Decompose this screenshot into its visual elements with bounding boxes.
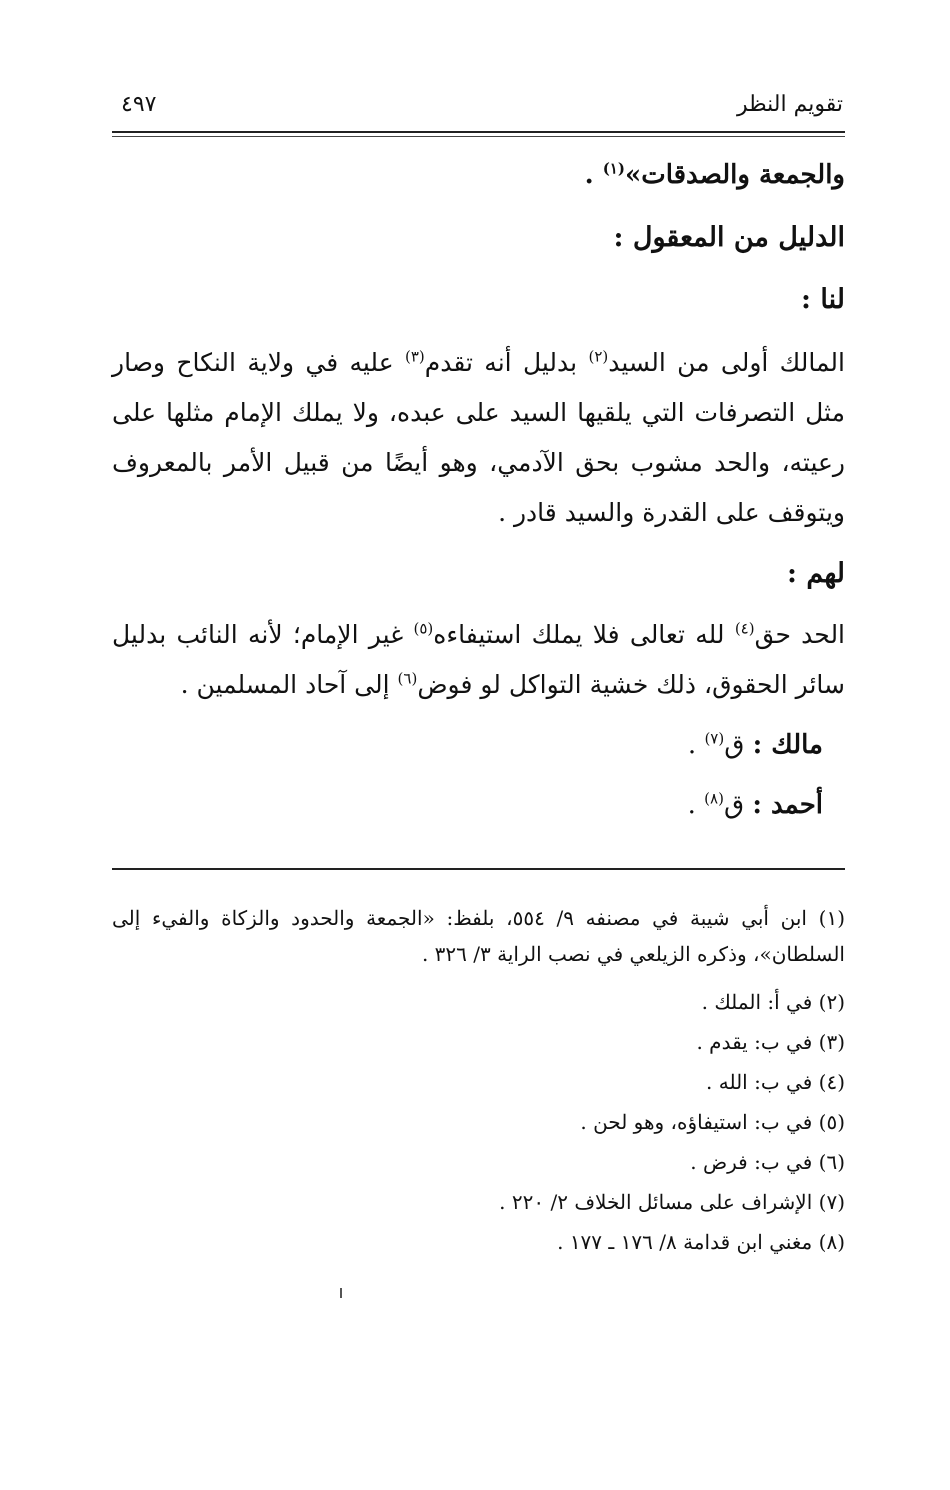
- footnote-number: (٣): [818, 1030, 845, 1054]
- footnote-mark: (٥): [413, 619, 434, 638]
- para2-part-a: الحد حق: [754, 620, 846, 649]
- malik-end: .: [687, 730, 705, 760]
- para1-part-c: عليه في ولاية النكاح وصار مثل التصرفات التي يلقيها السيد على عبده، ولا يملك الإمام مثلها على رعيته، والحد مشوب بحق الآدمي، وهو أيضًا من قبيل الأمر بالمعروف ويتوقف على القدرة والسيد قادر .: [112, 348, 845, 527]
- continuation-line: [585, 160, 845, 190]
- footnote-2: [112, 984, 845, 1020]
- page-number: ٤٩٧: [121, 92, 157, 117]
- footnote-mark: (١): [602, 159, 625, 178]
- footnote-3: [112, 1024, 845, 1060]
- continuation-end: .: [584, 160, 603, 190]
- footnote-number: (٧): [818, 1190, 845, 1214]
- footnote-text: في أ: الملك .: [701, 990, 813, 1014]
- footnote-separator: [112, 868, 845, 870]
- footnote-mark: (٨): [704, 789, 724, 808]
- footnote-number: (٢): [818, 990, 845, 1014]
- footnote-number: (٥): [818, 1110, 845, 1134]
- footnote-mark: (٦): [397, 669, 418, 688]
- para1-part-b: بدليل أنه تقدم: [424, 348, 589, 377]
- paragraph-lana: [112, 338, 845, 538]
- footnote-mark: (٣): [404, 347, 425, 366]
- ahmad-label: أحمد :: [752, 790, 823, 820]
- page-header: [115, 88, 843, 128]
- footnote-text: في ب: استيفاؤه، وهو لحن .: [580, 1110, 813, 1134]
- ahmad-text: ق: [723, 790, 753, 820]
- footnote-mark: (٤): [734, 619, 755, 638]
- para2-part-b: لله تعالى فلا يملك استيفاءه: [433, 620, 735, 649]
- section-heading: الدليل من المعقول :: [613, 222, 845, 253]
- footnote-text: مغني ابن قدامة ٨/ ١٧٦ ـ ١٧٧ .: [557, 1230, 813, 1254]
- footnote-text: في ب: يقدم .: [696, 1030, 813, 1054]
- para2-part-d: إلى آحاد المسلمين .: [180, 670, 398, 699]
- header-rule: [112, 131, 845, 133]
- footnote-7: [112, 1184, 845, 1220]
- malik-line: [688, 730, 823, 760]
- footnote-5: [112, 1104, 845, 1140]
- footnote-4: [112, 1064, 845, 1100]
- header-rule-thin: [112, 136, 845, 137]
- footnote-text: الإشراف على مسائل الخلاف ٢/ ٢٢٠ .: [499, 1190, 813, 1214]
- footnote-number: (٤): [818, 1070, 845, 1094]
- para1-part-a: المالك أولى من السيد: [608, 348, 845, 377]
- malik-text: ق: [724, 730, 753, 760]
- label-lahum: لهم :: [786, 558, 845, 589]
- footnote-text: ابن أبي شيبة في مصنفه ٩/ ٥٥٤، بلفظ: «الجمعة والحدود والزكاة والفيء إلى السلطان»، وذكره الزيلعي في نصب الراية ٣/ ٣٢٦ .: [112, 906, 845, 966]
- footnote-1: [112, 900, 845, 972]
- footnote-number: (٦): [818, 1150, 845, 1174]
- footnote-number: (١): [818, 906, 845, 930]
- footnote-mark: (٢): [588, 347, 609, 366]
- footnote-mark: (٧): [704, 729, 725, 748]
- print-speck: [340, 1288, 342, 1298]
- malik-label: مالك :: [752, 730, 823, 760]
- footnote-number: (٨): [818, 1230, 845, 1254]
- footnote-text: في ب: الله .: [706, 1070, 813, 1094]
- ahmad-line: [688, 790, 823, 820]
- paragraph-lahum: [112, 610, 845, 710]
- para2-part-c: غير الإمام؛ لأنه النائب بدليل سائر الحقوق، ذلك خشية التواكل لو فوض: [112, 620, 845, 699]
- footnote-6: [112, 1144, 845, 1180]
- running-title: تقويم النظر: [736, 92, 843, 117]
- footnote-8: [112, 1224, 845, 1260]
- footnote-text: في ب: فرض .: [690, 1150, 813, 1174]
- label-lana: لنا :: [801, 284, 845, 315]
- main-text: [112, 160, 845, 840]
- continuation-text: والجمعة والصدقات»: [624, 160, 845, 190]
- ahmad-end: .: [687, 790, 705, 820]
